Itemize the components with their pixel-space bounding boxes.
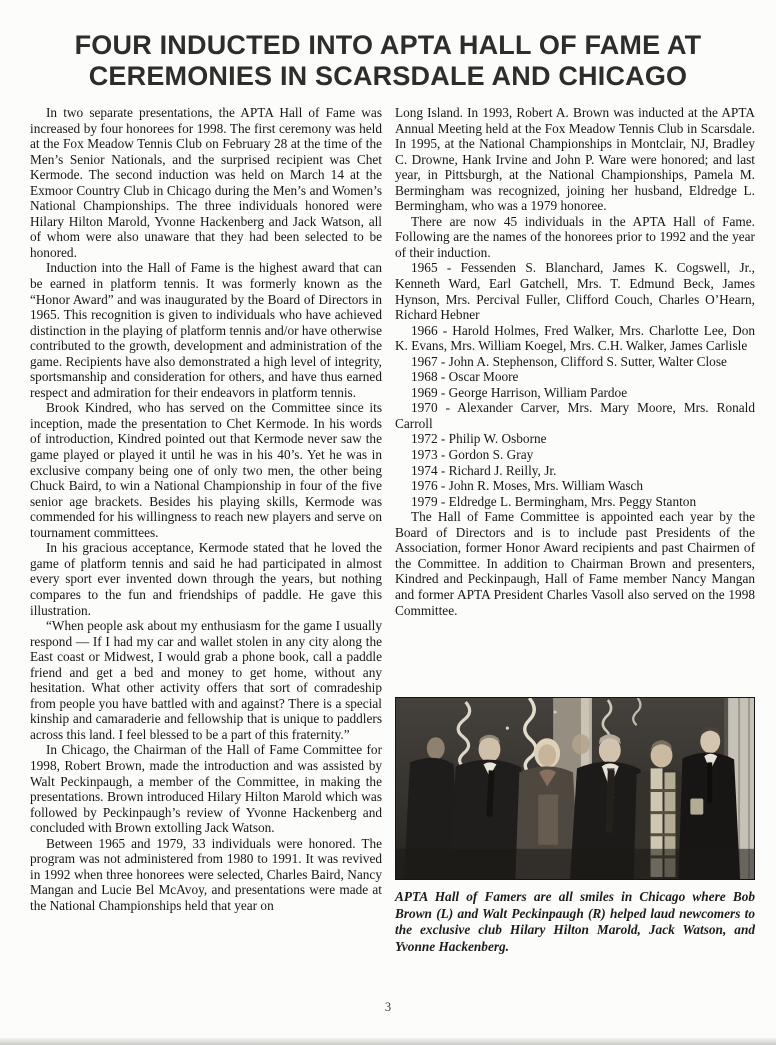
- paragraph-history: Between 1965 and 1979, 33 individuals were honored. The program was not administered from 1980 to 1991. It was revived in 1992 when three honorees were selected, Charles Baird, Nancy Mangan and Lucie Bel McAvoy, and presentations were made at the National Championships held that year on: [30, 835, 382, 913]
- inductee-line-1973: 1973 - Gordon S. Gray: [411, 447, 534, 463]
- photo-figure: [395, 697, 755, 955]
- paragraph-induction-award: Induction into the Hall of Fame is the highest award that can be earned in platform tennis. It was formerly known as the “Honor Award” and was inaugurated by the Board of Directors in 1965. This recognition is given to individuals who have achieved distinction in the playing of platform tennis and/or have otherwise contributed to the growth, development and administration of the game. Recipients have also demonstrated a high level of integrity, sportsmanship and consideration for others, and have thus earned respect and admiration for their endeavors in platform tennis.: [30, 260, 382, 400]
- inductee-line-1967: 1967 - John A. Stephenson, Clifford S. Sutter, Walter Close: [411, 353, 727, 369]
- inductee-line-1976: 1976 - John R. Moses, Mrs. William Wasch: [411, 478, 644, 494]
- page-title: [0, 0, 776, 92]
- paragraph-committee: The Hall of Fame Committee is appointed each year by the Board of Directors and is to include past Presidents of the Association, former Honor Award recipients and past Chairmen of the Committee. In addition to Chairman Brown and presenters, Kindred and Peckinpaugh, Hall of Fame member Nancy Mangan and former APTA President Charles Vasoll also served on the 1998 Committee.: [395, 509, 755, 618]
- article-body: [0, 105, 776, 955]
- column-right: [395, 105, 755, 955]
- inductee-line-1974: 1974 - Richard J. Reilly, Jr.: [411, 462, 557, 478]
- photo-caption: APTA Hall of Famers are all smiles in Chicago where Bob Brown (L) and Walt Peckinpaugh (R) helped laud newcomers to the exclusive club Hilary Hilton Marold, Jack Watson, and Yvonne Hackenberg.: [395, 889, 755, 954]
- paragraph-intro: In two separate presentations, the APTA Hall of Fame was increased by four honorees for 1998. The first ceremony was held at the Fox Meadow Tennis Club on February 28 at the time of the Men’s Senior Nationals, and the surprised recipient was Chet Kermode. The second induction was held on March 14 at the Exmoor Country Club in Chicago during the Men’s and Women’s National Championships. The three individuals honored were Hilary Hilton Marold, Yvonne Hackenberg and Jack Watson, all of whom were also unaware that they had been selected to be honored.: [30, 105, 382, 260]
- inductee-line-1965: 1965 - Fessenden S. Blanchard, James K. Cogswell, Jr., Kenneth Ward, Earl Gatchell, Mrs. T. Edmund Beck, James Hynson, Mrs. Percival Fuller, Clifford Couch, Charles O’Hearn, Richard Hebner: [395, 260, 755, 323]
- inductee-line-1972: 1972 - Philip W. Osborne: [411, 431, 547, 447]
- group-photo-illustration: [396, 698, 754, 879]
- column-left: [30, 105, 382, 955]
- paragraph-kermode-acceptance: In his gracious acceptance, Kermode stated that he loved the game of platform tennis and said he had participated in almost every sport ever invented down through the years, but nothing compares to the fun and friendships of paddle. He gave this illustration.: [30, 540, 382, 618]
- page-number: 3: [384, 1000, 392, 1014]
- hall-of-fame-group-photo: [395, 697, 755, 880]
- page-footer: [0, 1000, 776, 1015]
- inductee-line-1979: 1979 - Eldredge L. Bermingham, Mrs. Peggy Stanton: [411, 493, 697, 509]
- inductee-line-1969: 1969 - George Harrison, William Pardoe: [411, 384, 628, 400]
- paragraph-history-continued: Long Island. In 1993, Robert A. Brown was inducted at the APTA Annual Meeting held at the Fox Meadow Tennis Club in Scarsdale. In 1995, at the National Championships in Montclair, NJ, Bradley C. Drowne, Hank Irvine and John P. Ware were honored; and last year, in Pittsburgh, at the National Championships, Pamela M. Bermingham was recognized, joining her husband, Eldredge L. Bermingham, who was a 1979 honoree.: [395, 105, 755, 214]
- title-line-2: CEREMONIES IN SCARSDALE AND CHICAGO: [88, 61, 688, 91]
- paragraph-chicago-ceremony: In Chicago, the Chairman of the Hall of Fame Committee for 1998, Robert Brown, made the introduction and was assisted by Walt Peckinpaugh, a member of the Committee, in making the presentations. Brown introduced Hilary Hilton Marold which was followed by Peckinpaugh’s review of Yvonne Hackenberg and concluded with Brown extolling Jack Watson.: [30, 742, 382, 836]
- paragraph-kermode-quote: “When people ask about my enthusiasm for the game I usually respond — If I had my car and wallet stolen in any city along the East coast or Midwest, I would grab a phone book, call a paddle friend and get a bed and money to get home, without any hesitation. What other activity offers that sort of comradeship from people you have battled with and against? There is a special kinship and camaraderie and fellowship that is unique to paddlers across this land. I feel blessed to be a part of this fraternity.”: [30, 618, 382, 742]
- inductee-line-1966: 1966 - Harold Holmes, Fred Walker, Mrs. Charlotte Lee, Don K. Evans, Mrs. William Koegel, Mrs. C.H. Walker, James Carlisle: [395, 322, 755, 354]
- scan-edge: [0, 1037, 776, 1045]
- title-line-1: FOUR INDUCTED INTO APTA HALL OF FAME AT: [74, 30, 702, 60]
- paragraph-45-individuals: There are now 45 individuals in the APTA Hall of Fame. Following are the names of the honorees prior to 1992 and the year of their induction.: [395, 213, 755, 260]
- inductee-line-1970: 1970 - Alexander Carver, Mrs. Mary Moore, Mrs. Ronald Carroll: [395, 400, 755, 431]
- inductee-line-1968: 1968 - Oscar Moore: [411, 369, 519, 385]
- paragraph-kindred-presentation: Brook Kindred, who has served on the Committee since its inception, made the presentation to Chet Kermode. In his words of introduction, Kindred pointed out that Kermode never saw the game played or played it until he was in his 40’s. Yet he was in exclusive company being one of only two men, the other being Chuck Baird, to win a National Championship in four of the five senior age brackets. Besides his playing skills, Kermode was commended for his willingness to reach new players and serve on tournament committees.: [30, 400, 382, 540]
